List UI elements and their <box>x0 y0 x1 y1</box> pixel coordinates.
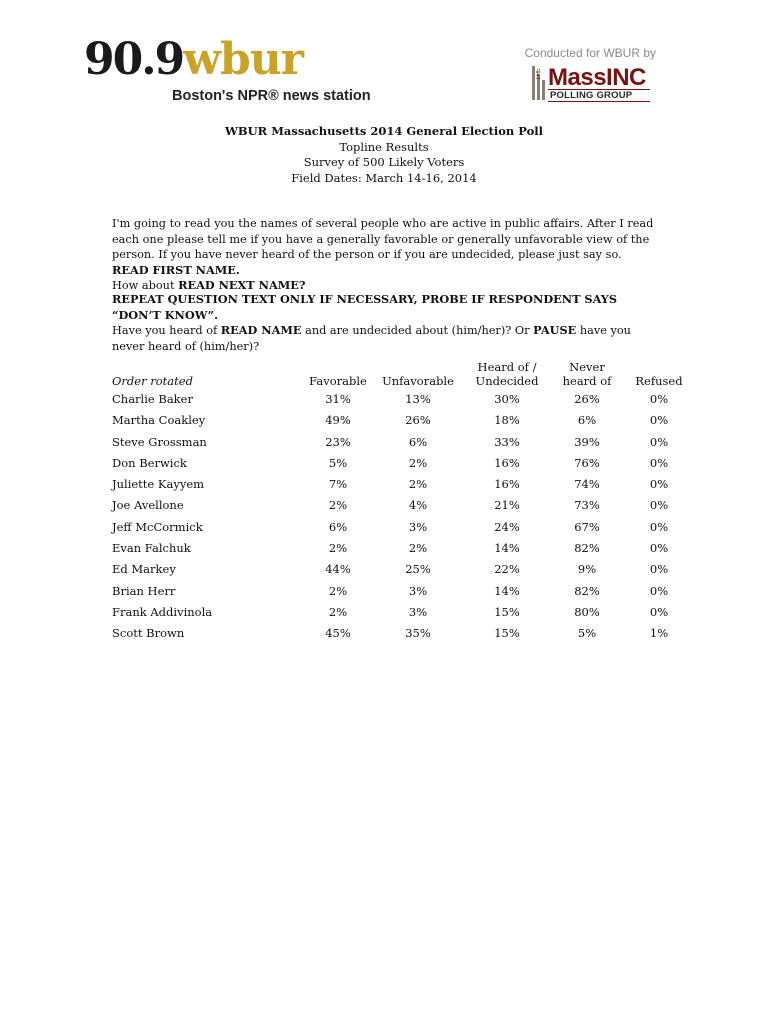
header-favorable: Favorable <box>309 374 367 388</box>
table-row <box>112 624 692 645</box>
header-line-3: Survey of 500 Likely Voters <box>303 155 465 170</box>
candidate-name: Evan Falchuk <box>112 541 191 556</box>
intro-bold-1: READ FIRST NAME. <box>112 262 240 277</box>
probe-bold-line: REPEAT QUESTION TEXT ONLY IF NECESSARY, PROBE IF RESPONDENT SAYS “DON’T KNOW”. <box>112 292 617 322</box>
conducted-by-label: Conducted for WBUR by <box>524 46 656 60</box>
cell-value: 3% <box>408 583 428 598</box>
probe-t1: Have you heard of <box>112 324 218 338</box>
question-intro <box>112 216 660 294</box>
cell-value: 9% <box>577 562 597 577</box>
candidate-name: Ed Markey <box>112 562 176 577</box>
cell-value: 33% <box>494 434 520 449</box>
cell-value: 18% <box>494 413 520 428</box>
cell-value: 5% <box>577 626 597 641</box>
table-row <box>112 411 692 432</box>
table-row <box>112 518 692 539</box>
table-body <box>112 390 692 646</box>
cell-value: 24% <box>494 519 520 534</box>
massinc-logo <box>532 66 654 102</box>
poll-title: WBUR Massachusetts 2014 General Election Poll <box>224 124 544 138</box>
candidate-name: Joe Avellone <box>112 498 184 513</box>
header-refused: Refused <box>635 374 683 388</box>
cell-value: 35% <box>405 626 431 641</box>
cell-value: 1% <box>649 626 669 641</box>
logo-number: 90.9 <box>84 34 184 85</box>
cell-value: 0% <box>649 434 669 449</box>
cell-value: 31% <box>325 392 351 406</box>
wbur-logo <box>84 34 371 108</box>
cell-value: 26% <box>574 392 600 406</box>
header-undecided: Heard of / Undecided <box>475 360 539 388</box>
results-table <box>112 358 692 646</box>
cell-value: 6% <box>328 519 348 534</box>
candidate-name: Juliette Kayyem <box>112 477 205 492</box>
logo-tagline: Boston's NPR® news station <box>172 88 371 104</box>
cell-value: 0% <box>649 604 669 619</box>
table-row <box>112 433 692 454</box>
intro-text-2: How about <box>112 279 175 293</box>
intro-bold-2: READ NEXT NAME? <box>178 278 306 293</box>
cell-value: 49% <box>325 413 351 428</box>
candidate-name: Frank Addivinola <box>112 604 213 619</box>
massinc-the: THE <box>536 68 542 80</box>
header-line-4: Field Dates: March 14-16, 2014 <box>291 170 477 185</box>
cell-value: 16% <box>494 477 520 492</box>
cell-value: 14% <box>494 583 520 598</box>
table-row <box>112 390 692 411</box>
cell-value: 2% <box>328 498 348 513</box>
candidate-name: Martha Coakley <box>112 413 206 428</box>
cell-value: 15% <box>494 604 520 619</box>
table-row <box>112 475 692 496</box>
cell-value: 2% <box>408 455 428 470</box>
cell-value: 7% <box>328 477 348 492</box>
cell-value: 21% <box>494 498 520 513</box>
header-order-rotated: Order rotated <box>112 374 193 388</box>
probe-t2: and are undecided about (him/her)? Or <box>305 324 530 338</box>
cell-value: 0% <box>649 413 669 428</box>
cell-value: 82% <box>574 541 600 556</box>
probe-instructions <box>112 292 660 354</box>
cell-value: 2% <box>408 541 428 556</box>
cell-value: 0% <box>649 562 669 577</box>
probe-t3: have you never heard of (him/her)? <box>112 324 631 353</box>
cell-value: 16% <box>494 455 520 470</box>
table-row <box>112 496 692 517</box>
cell-value: 2% <box>328 604 348 619</box>
candidate-name: Scott Brown <box>112 626 185 641</box>
document-header <box>0 124 768 186</box>
header-line-2: Topline Results <box>339 139 429 154</box>
cell-value: 6% <box>408 434 428 449</box>
cell-value: 80% <box>574 604 600 619</box>
cell-value: 39% <box>574 434 600 449</box>
cell-value: 15% <box>494 626 520 641</box>
cell-value: 14% <box>494 541 520 556</box>
cell-value: 0% <box>649 541 669 556</box>
cell-value: 6% <box>577 413 597 428</box>
cell-value: 0% <box>649 583 669 598</box>
logo-word: wbur <box>183 34 303 85</box>
header-unfavorable: Unfavorable <box>382 374 454 388</box>
candidate-name: Steve Grossman <box>112 434 207 449</box>
candidate-name: Charlie Baker <box>112 392 193 406</box>
candidate-name: Don Berwick <box>112 455 187 470</box>
massinc-brand: MassINC <box>548 64 646 91</box>
table-row <box>112 582 692 603</box>
cell-value: 2% <box>408 477 428 492</box>
cell-value: 5% <box>328 455 348 470</box>
cell-value: 76% <box>574 455 600 470</box>
cell-value: 3% <box>408 604 428 619</box>
cell-value: 0% <box>649 392 669 406</box>
probe-b1: READ NAME <box>220 323 302 338</box>
probe-b2: PAUSE <box>533 323 577 338</box>
table-header-row <box>112 358 692 390</box>
cell-value: 30% <box>494 392 520 406</box>
cell-value: 2% <box>328 583 348 598</box>
cell-value: 2% <box>328 541 348 556</box>
cell-value: 0% <box>649 519 669 534</box>
header-never-heard: Never heard of <box>562 360 612 388</box>
massinc-sub: POLLING GROUP <box>548 89 650 102</box>
table-row <box>112 539 692 560</box>
cell-value: 44% <box>325 562 351 577</box>
cell-value: 25% <box>405 562 431 577</box>
cell-value: 45% <box>325 626 351 641</box>
cell-value: 26% <box>405 413 431 428</box>
cell-value: 23% <box>325 434 351 449</box>
cell-value: 13% <box>405 392 431 406</box>
cell-value: 0% <box>649 455 669 470</box>
candidate-name: Brian Herr <box>112 583 176 598</box>
cell-value: 22% <box>494 562 520 577</box>
cell-value: 4% <box>408 498 428 513</box>
candidate-name: Jeff McCormick <box>112 519 203 534</box>
cell-value: 67% <box>574 519 600 534</box>
cell-value: 82% <box>574 583 600 598</box>
cell-value: 74% <box>574 477 600 492</box>
cell-value: 3% <box>408 519 428 534</box>
table-row <box>112 603 692 624</box>
cell-value: 0% <box>649 498 669 513</box>
cell-value: 0% <box>649 477 669 492</box>
table-row <box>112 560 692 581</box>
intro-text: I'm going to read you the names of several people who are active in public affairs. After I read each one please tell me if you have a generally favorable or generally unfavorable view of the person. If you have never heard of the person or if you are undecided, please just say so. <box>112 217 654 262</box>
cell-value: 73% <box>574 498 600 513</box>
table-row <box>112 454 692 475</box>
